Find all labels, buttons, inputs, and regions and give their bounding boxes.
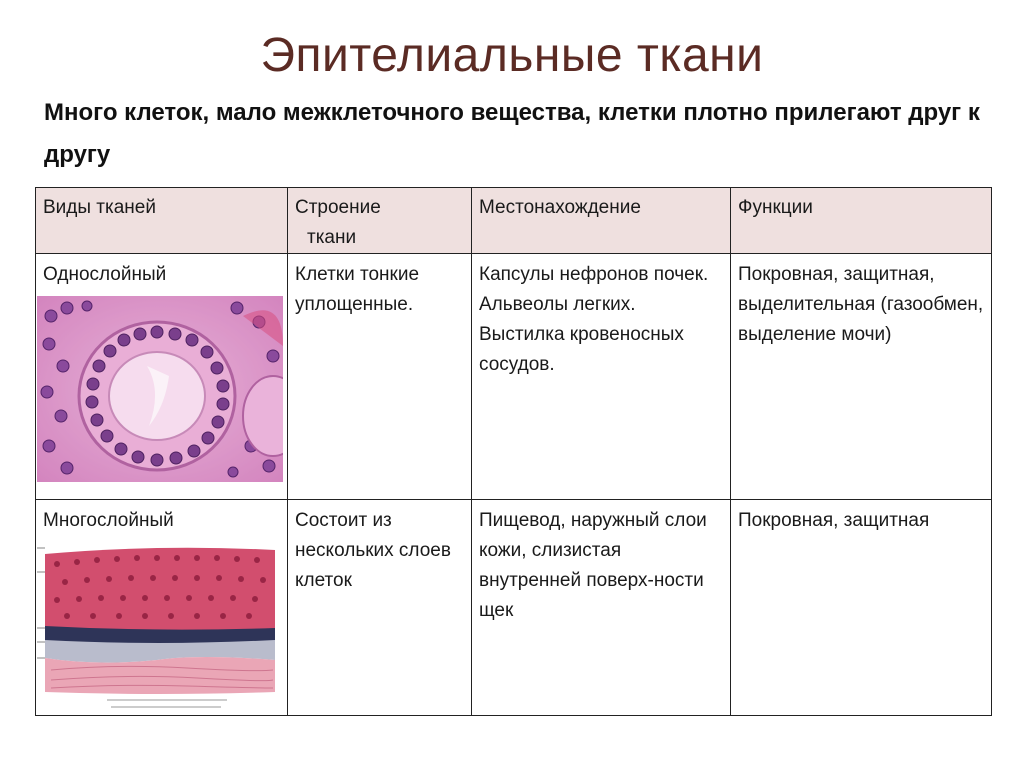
- header-structure: [288, 188, 472, 254]
- slide-subtitle: Много клеток, мало межклеточного вещества, клетки плотно прилегают друг к другу: [44, 99, 980, 168]
- header-location: Местонахождение: [472, 188, 731, 254]
- cell-location: Пищевод, наружный слои кожи, слизистая внутренней поверх-ности щек: [472, 500, 731, 716]
- cell-type: [36, 500, 288, 716]
- cell-type: [36, 254, 288, 500]
- cell-location: Капсулы нефронов почек. Альвеолы легких. Выстилка кровеносных сосудов.: [472, 254, 731, 500]
- cell-structure: Клетки тонкие уплощенные.: [288, 254, 472, 500]
- header-functions: Функции: [731, 188, 992, 254]
- header-tissue-types: Виды тканей: [36, 188, 288, 254]
- stratified-tissue-image: [37, 542, 281, 712]
- header-structure-line2: ткани: [307, 227, 357, 248]
- cell-structure: Состоит из нескольких слоев клеток: [288, 500, 472, 716]
- slide-title: Эпителиальные ткани: [260, 29, 764, 82]
- epithelium-table: [35, 187, 992, 716]
- table-header-row: [36, 188, 992, 254]
- single-layer-tissue-image: [37, 296, 283, 482]
- header-structure-line1: Строение: [295, 197, 381, 218]
- cell-functions: Покровная, защитная, выделительная (газообмен, выделение мочи): [731, 254, 992, 500]
- table-row: [36, 254, 992, 500]
- type-label: Многослойный: [43, 510, 174, 531]
- table-row: [36, 500, 992, 716]
- type-label: Однослойный: [43, 264, 167, 285]
- cell-functions: Покровная, защитная: [731, 500, 992, 716]
